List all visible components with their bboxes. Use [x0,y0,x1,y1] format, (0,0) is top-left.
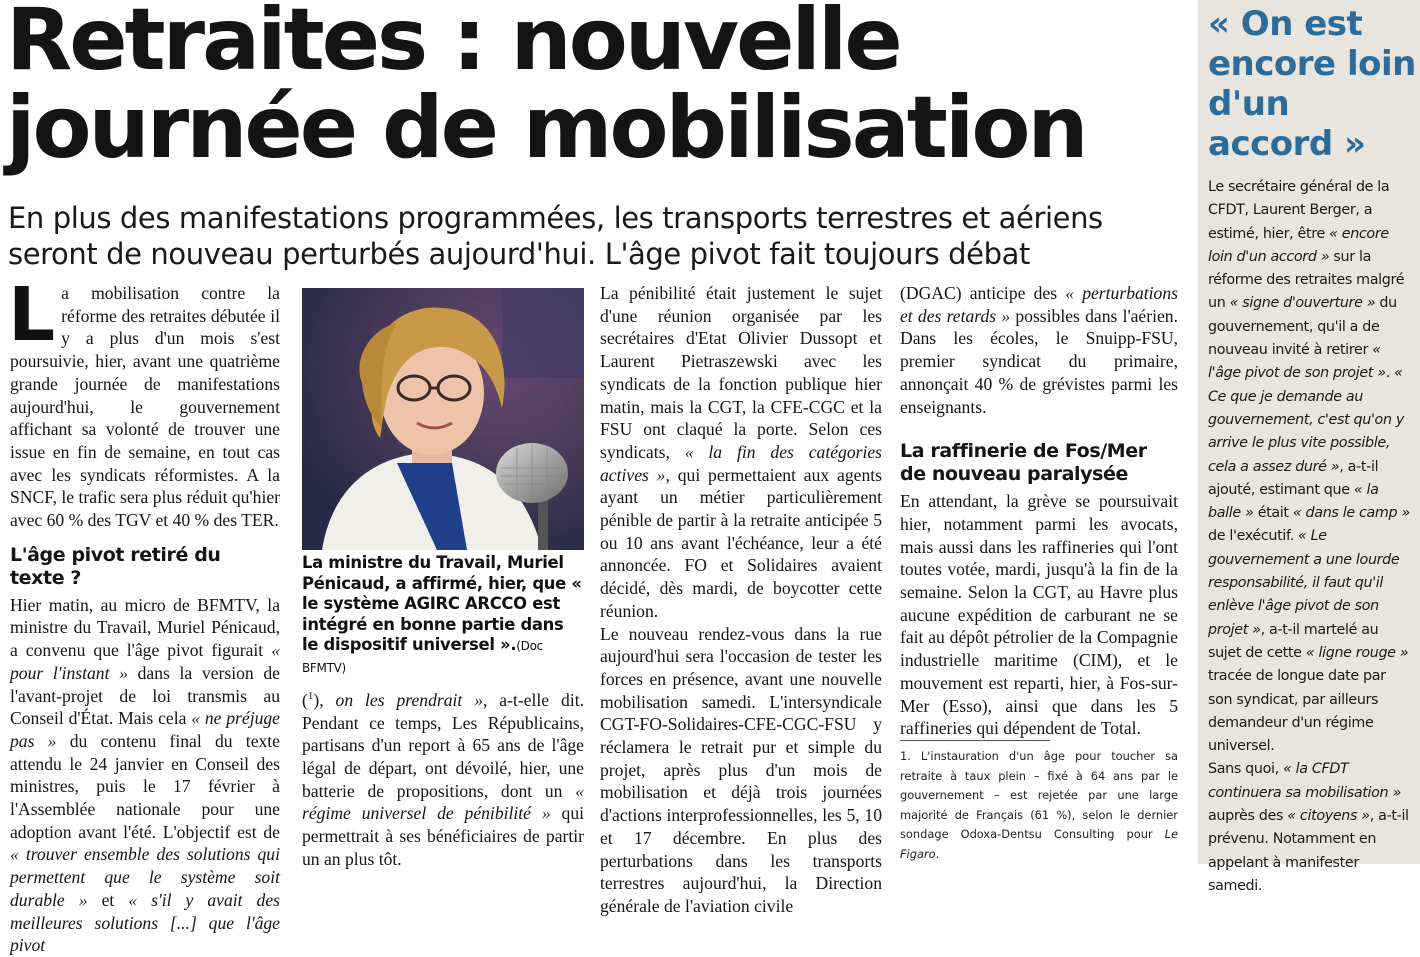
portrait-illustration [302,288,584,550]
sidebar-title: « On est encore loin d'un accord » [1208,4,1416,164]
sidebar-paragraph: Le secrétaire général de la CFDT, Laurent Berger, a estimé, hier, être « encore loin d'un accord » sur la réforme des retraites malgré un « signe d'ouverture » du gouvernement, qu'il a de nouveau invité à retirer « l'âge pivot de son projet ». « Ce que je demande au gouvernement, c'est qu'on y arrive le plus vite possible, cela a assez duré », a-t-il ajouté, estimant que « la balle » était « dans le camp » de l'exécutif. « Le gouvernement a une lourde responsabilité, il faut qu'il enlève l'âge pivot de son projet », a-t-il martelé au sujet de cette « ligne rouge » tracée de longue date par son syndicat, par ailleurs demandeur d'un régime universel. [1208,179,1410,755]
paragraph: Hier matin, au micro de BFMTV, la ministre du Travail, Muriel Pénicaud, a convenu que l'âge pivot figurait « pour l'instant » dans la version de l'avant-projet de loi transmis au Conseil d'État. Mais cela « ne préjuge pas » du contenu final du texte attendu le 24 janvier en Conseil des ministres, puis le 17 février à l'Assemblée nationale pour une adoption avant l'été. L'objectif est de « trouver ensemble des solutions qui permettent que le système soit durable » et « s'il y avait des meilleures solutions [...] que l'âge pivot [10,594,281,956]
photo-caption: La ministre du Travail, Muriel Pénicaud, a affirmé, hier, que « le système AGIRC ARCCO est intégré en bonne partie dans le dispositif universel ».(Doc BFMTV) [302,553,582,675]
article-column-4 [900,282,1178,740]
article-column-1 [8,272,281,957]
dropcap: L [8,272,56,358]
section-head-age-pivot: L'âge pivot retiré du texte ? [10,543,221,589]
paragraph: En attendant, la grève se poursuivait hier, notamment parmi les avocats, mais aussi dans les raffineries qui l'ont toutes votée, mardi, jusqu'à la fin de la semaine. Selon la CGT, au Havre plus aucune expédition de carburant ne se fait au dépôt pétrolier de la Compagnie industrielle maritime (CIM), et le mouvement est reparti, hier, à Fos-sur-Mer (Esso), ainsi que dans les 5 raffineries qui dépendent de Total. [900,491,1178,739]
photo-credit: (Doc BFMTV) [302,639,543,675]
headline: Retraites : nouvelle journée de mobilisation [6,0,1086,178]
footnote: 1. L'instauration d'un âge pour toucher sa retraite à taux plein – fixé à 64 ans par le gouvernement – est rejetée par une large majorité de Français (61 %), selon le dernier sondage Odoxa-Dentsu Consulting pour Le Figaro. [900,749,1178,861]
section-head-raffinerie: La raffinerie de Fos/Mer de nouveau paralysée [900,440,1147,486]
paragraph: La pénibilité était justement le sujet d'une réunion organisée par les secrétaires d'Etat Olivier Dussopt et Laurent Pietraszewski avec les syndicats de la fonction publique hier matin, mais la CGT, la CFE-CGC et la FSU ont claqué la porte. Selon ces syndicats, « la fin des catégories actives », qui permettaient aux agents ayant un métier particulièrement pénible de partir à la retraite anticipée 5 ou 10 ans avant l'échéance, leur a été annoncée. FO et Solidaires avaient décidé, dès mardi, de boycotter cette réunion. [600,283,883,621]
paragraph: ($^1$), on les prendrait », a-t-elle dit. Pendant ce temps, Les Républicains, partisans d'un report à 65 ans de l'âge légal de départ, ont dévoilé, hier, une batterie de propositions, dont un « régime universel de pénibilité » qui permettrait à ses bénéficiaires de partir un an plus tôt. [302,689,584,869]
article-column-2 [302,685,584,870]
subhead: En plus des manifestations programmées, les transports terrestres et aériens seront de nouveau perturbés aujourd'hui. L'âge pivot fait toujours débat [8,201,1103,271]
paragraph: Le nouveau rendez-vous dans la rue aujourd'hui sera l'occasion de tester les forces en présence, avant une nouvelle mobilisation samedi. L'intersyndicale CGT-FO-Solidaires-CFE-CGC-FSU y réclamera le retrait pur et simple du projet, après plus d'un mois de mobilisation et déjà trois journées d'actions interprofessionnelles, les 5, 10 et 17 décembre. En plus des perturbations dans les transports terrestres aujourd'hui, la Direction générale de l'aviation civile [600,623,882,916]
lead-paragraph: La mobilisation contre la réforme des retraites débutée il y a plus d'un mois s'est poursuivie, hier, avant une quatrième grande journée de manifestations aujourd'hui, le gouvernement affichant sa volonté de trouver une issue en fin de semaine, en tout cas avec les syndicats réformistes. A la SNCF, le trafic sera plus réduit qu'hier avec 60 % des TGV et 40 % des TER. [8,272,281,531]
paragraph: (DGAC) anticipe des « perturbations et des retards » possibles dans l'aérien. Dans les écoles, le Snuipp-FSU, premier syndicat du primaire, annonçait 40 % de grévistes parmi les enseignants. [900,283,1178,417]
sidebar-paragraph: Sans quoi, « la CFDT continuera sa mobilisation » auprès des « citoyens », a-t-il prévenu. Notamment en appelant à manifester samedi. [1208,761,1409,894]
footnote-divider [900,740,1050,741]
sidebar-box [1198,0,1420,894]
photo-muriel-penicaud [302,288,584,550]
article-column-3 [600,282,882,918]
sidebar-body [1208,176,1414,898]
